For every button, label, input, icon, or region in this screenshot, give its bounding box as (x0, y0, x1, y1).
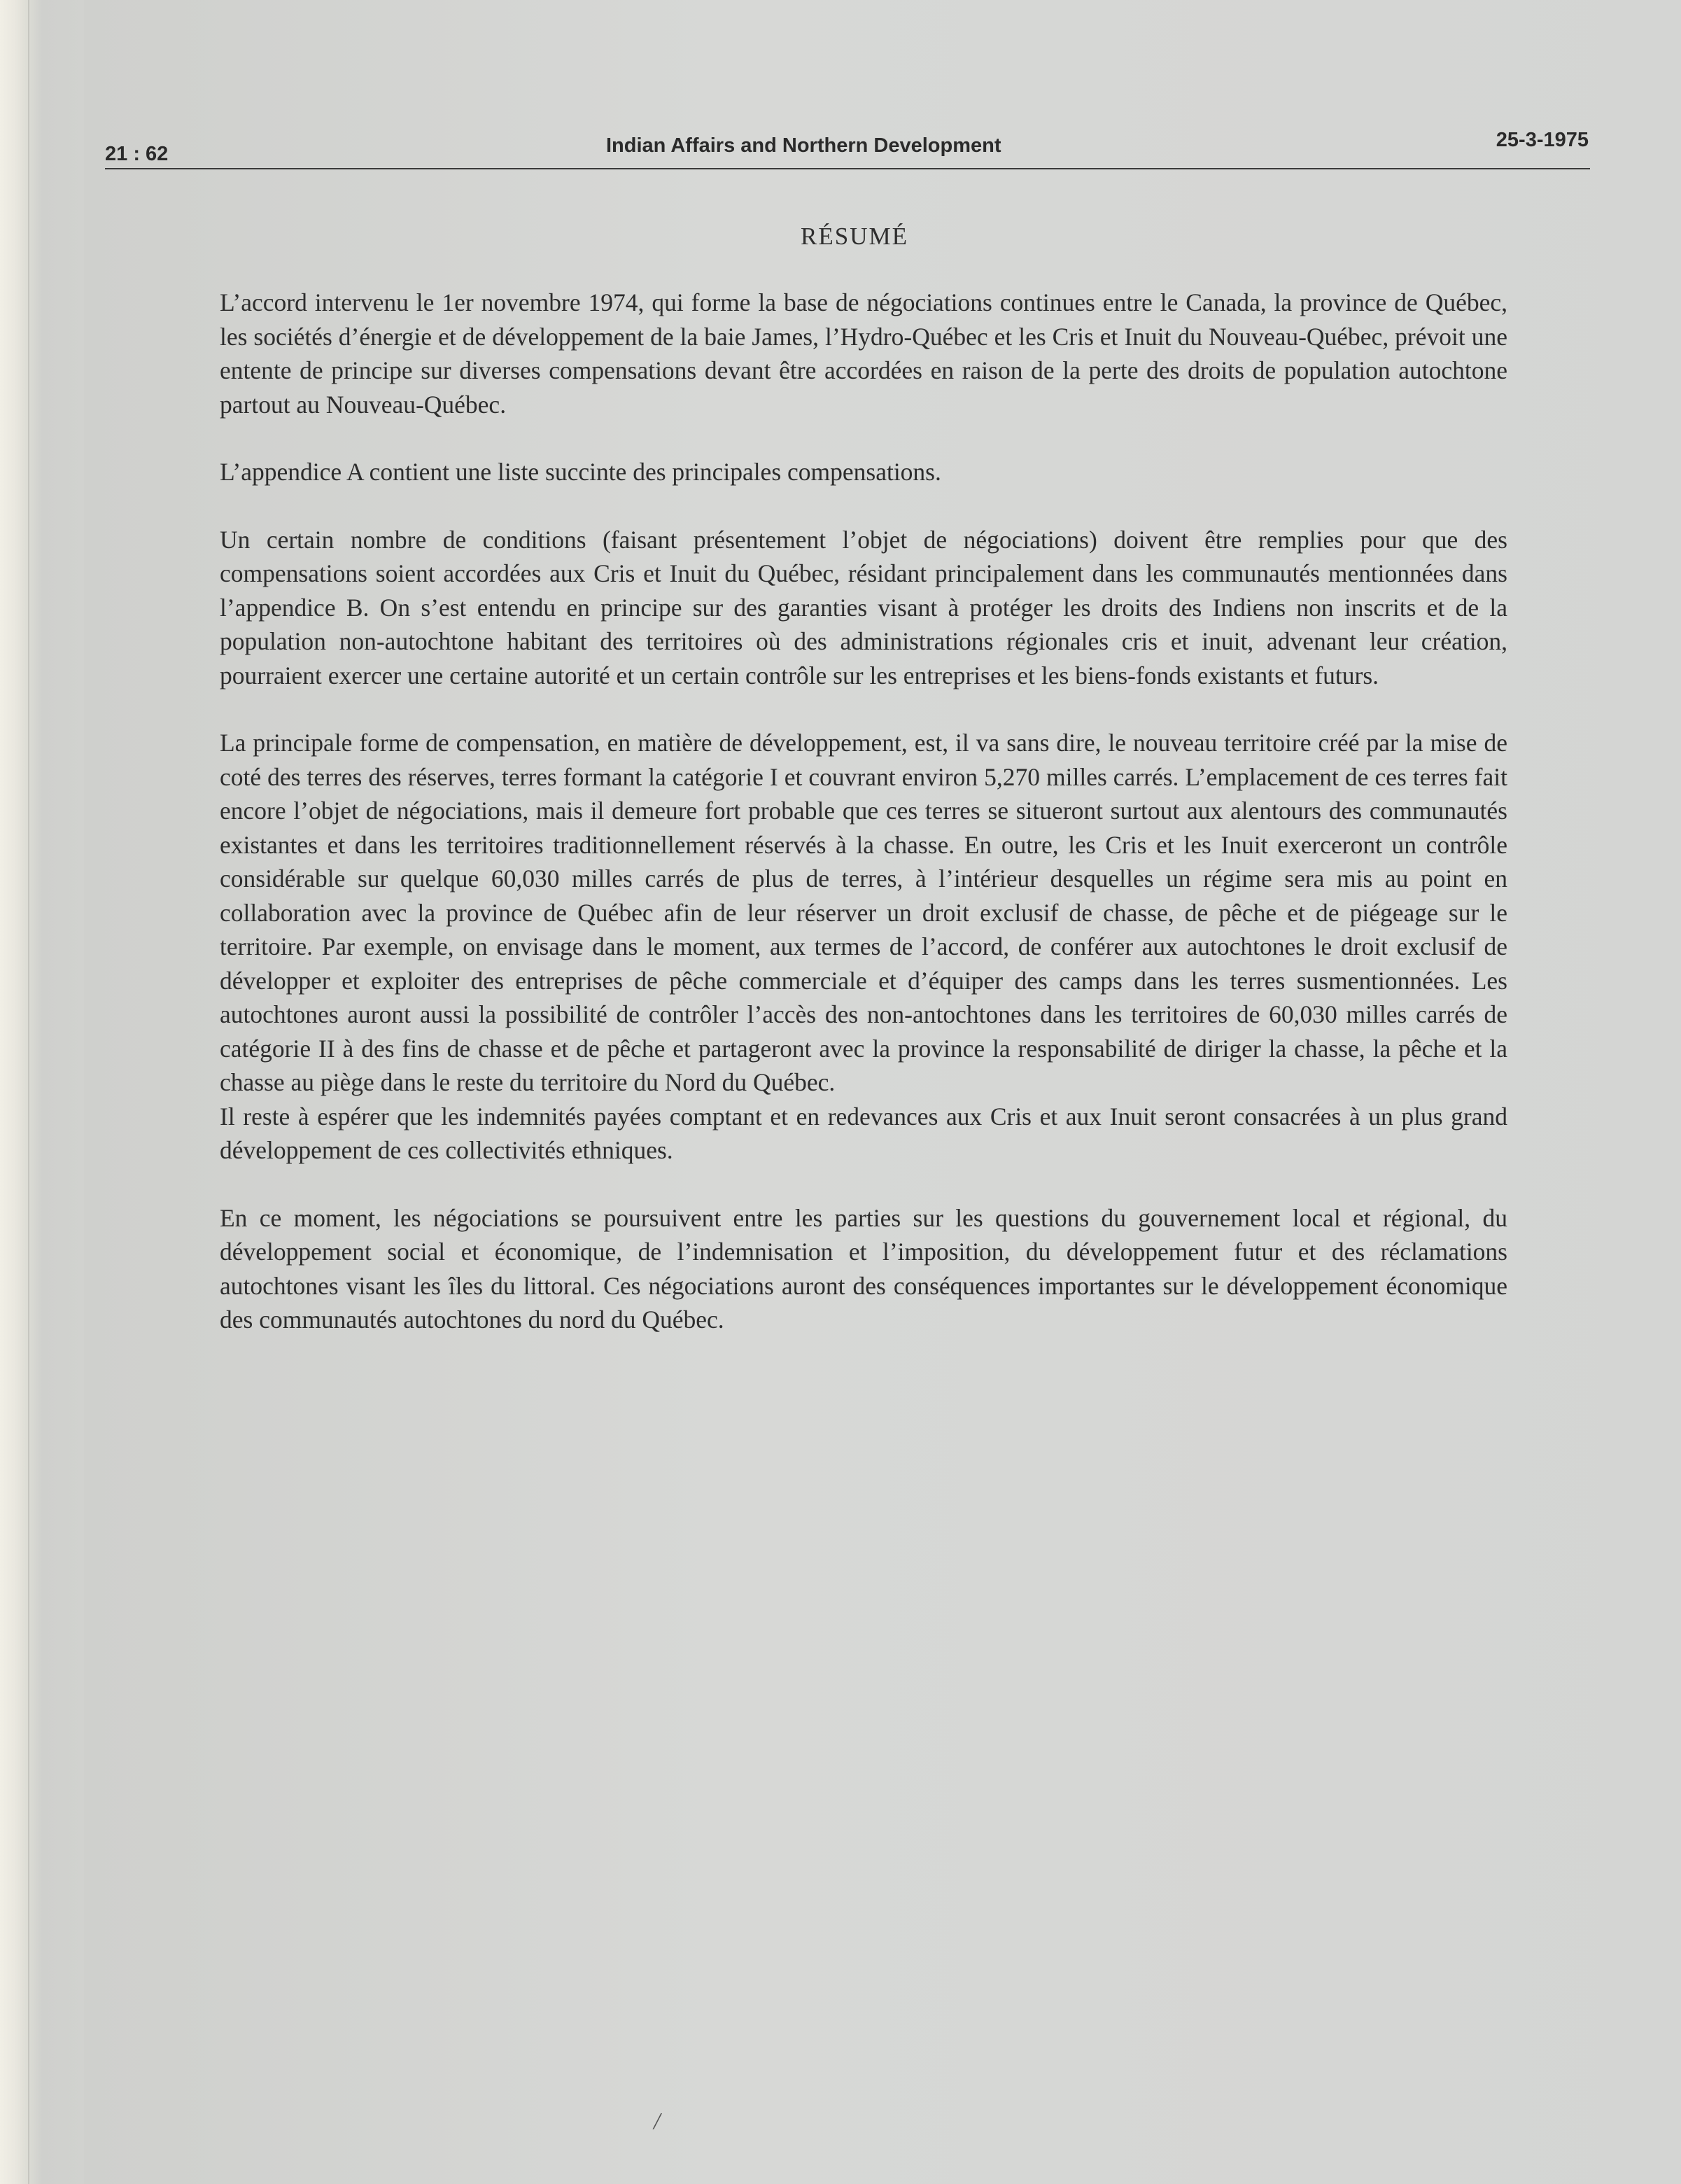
header-title: Indian Affairs and Northern Development (606, 134, 1001, 157)
paragraph-5: Il reste à espérer que les indemnités payées comptant et en redevances aux Cris et aux Inuit seront consacrées à un plus grand développement de ces collectivités ethniques. (220, 1102, 1507, 1164)
document-title: RÉSUMÉ (801, 223, 908, 250)
running-header (105, 129, 1589, 169)
page-number: 21 : 62 (105, 143, 169, 165)
page-stack-edge (0, 0, 84, 2184)
footer-mark: / (654, 2108, 661, 2134)
document-body (220, 286, 1507, 1371)
paragraph-4: La principale forme de compensation, en matière de développement, est, il va sans dire, le nouveau territoire créé par la mise de coté des terres des réserves, terres formant la catégorie I et couvrant environ 5,270 milles carrés. L’emplacement de ces terres fait encore l’objet de négociations, mais il demeure fort probable que ces terres se situeront surtout aux alentours des communautés existantes et dans les territoires traditionnellement réservés à la chasse. En outre, les Cris et les Inuit exerceront un contrôle considérable sur quelque 60,030 milles carrés de plus de terres, à l’intérieur desquelles un régime sera mis au point en collaboration avec la province de Québec afin de leur réserver un droit exclusif de chasse, de pêche et de piégeage sur le territoire. Par exemple, on envisage dans le moment, aux termes de l’accord, de conférer aux autochtones le droit exclusif de développer et exploiter des entreprises de pêche commerciale et d’équiper des camps dans les terres susmentionnées. Les autochtones auront aussi la possibilité de contrôler l’accès des non-antochtones dans les territoires de 60,030 milles carrés de catégorie II à des fins de chasse et de pêche et partageront avec la province la responsabilité de diriger la chasse, la pêche et la chasse au piège dans le reste du territoire du Nord du Québec. (220, 729, 1507, 1096)
header-date: 25-3-1975 (1496, 129, 1589, 151)
header-rule (105, 168, 1590, 169)
paragraph-2: L’appendice A contient une liste succinte des principales compensations. (220, 458, 941, 486)
paragraph-1: L’accord intervenu le 1er novembre 1974, qui forme la base de négociations continues entre le Canada, la province de Québec, les sociétés d’énergie et de développement de la baie James, l’Hydro-Québec et les Cris et Inuit du Nouveau-Québec, prévoit une entente de principe sur diverses compensations devant être accordées en raison de la perte des droits de population autochtone partout au Nouveau-Québec. (220, 288, 1507, 419)
paragraph-6: En ce moment, les négociations se poursuivent entre les parties sur les questions du gouvernement local et régional, du développement social et économique, de l’indemnisation et l’imposition, du développement futur et des réclamations autochtones visant les îles du littoral. Ces négociations auront des conséquences importantes sur le développement économique des communautés autochtones du nord du Québec. (220, 1203, 1507, 1334)
paragraph-3: Un certain nombre de conditions (faisant présentement l’objet de négociations) doivent être remplies pour que des compensations soient accordées aux Cris et Inuit du Québec, résidant principalement dans les communautés mentionnées dans l’appendice B. On s’est entendu en principe sur des garanties visant à protéger les droits des Indiens non inscrits et de la population non-autochtone habitant des territoires où des administrations régionales cris et inuit, advenant leur création, pourraient exercer une certaine autorité et un certain contrôle sur les entreprises et les biens-fonds existants et futurs. (220, 525, 1507, 690)
